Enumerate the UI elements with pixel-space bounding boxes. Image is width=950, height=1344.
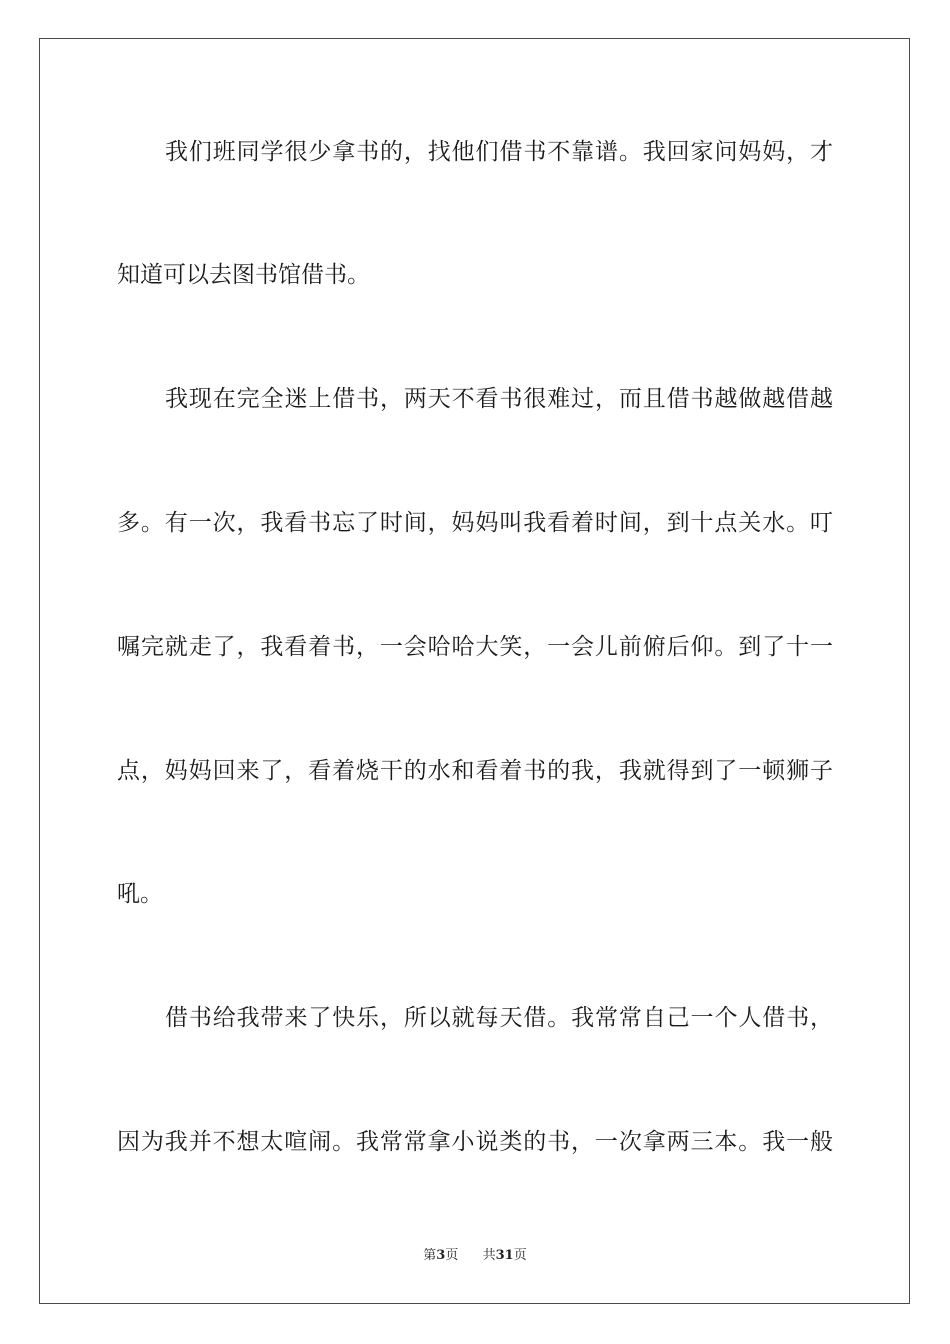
- total-pages-indicator: [483, 1246, 527, 1266]
- page-number: 3: [436, 1248, 446, 1263]
- total-number: 31: [495, 1248, 514, 1263]
- page-suffix: 页: [445, 1248, 459, 1263]
- paragraph-line: 知道可以去图书馆借书。: [117, 262, 370, 288]
- page-footer: [0, 1246, 950, 1266]
- total-suffix: 页: [513, 1248, 527, 1263]
- page-indicator: [423, 1246, 458, 1266]
- paragraph-line: 吼。: [117, 881, 163, 907]
- paragraph-line: 多。有一次，我看书忘了时间，妈妈叫我看着时间，到十点关水。叮: [117, 510, 833, 536]
- paragraph-line: 借书给我带来了快乐，所以就每天借。我常常自己一个人借书，: [165, 1005, 833, 1031]
- paragraph-line: 我们班同学很少拿书的，找他们借书不靠谱。我回家问妈妈，才: [165, 139, 833, 165]
- paragraph-line: 嘱完就走了，我看着书，一会哈哈大笑，一会儿前俯后仰。到了十一: [117, 634, 833, 660]
- page-border: [39, 38, 910, 1304]
- paragraph-line: 我现在完全迷上借书，两天不看书很难过，而且借书越做越借越: [165, 386, 833, 412]
- total-prefix: 共: [482, 1248, 496, 1263]
- paragraph-line: 因为我并不想太喧闹。我常常拿小说类的书，一次拿两三本。我一般: [117, 1129, 833, 1155]
- paragraph-line: 点，妈妈回来了，看着烧干的水和看着书的我，我就得到了一顿狮子: [117, 758, 833, 784]
- page-prefix: 第: [423, 1248, 437, 1263]
